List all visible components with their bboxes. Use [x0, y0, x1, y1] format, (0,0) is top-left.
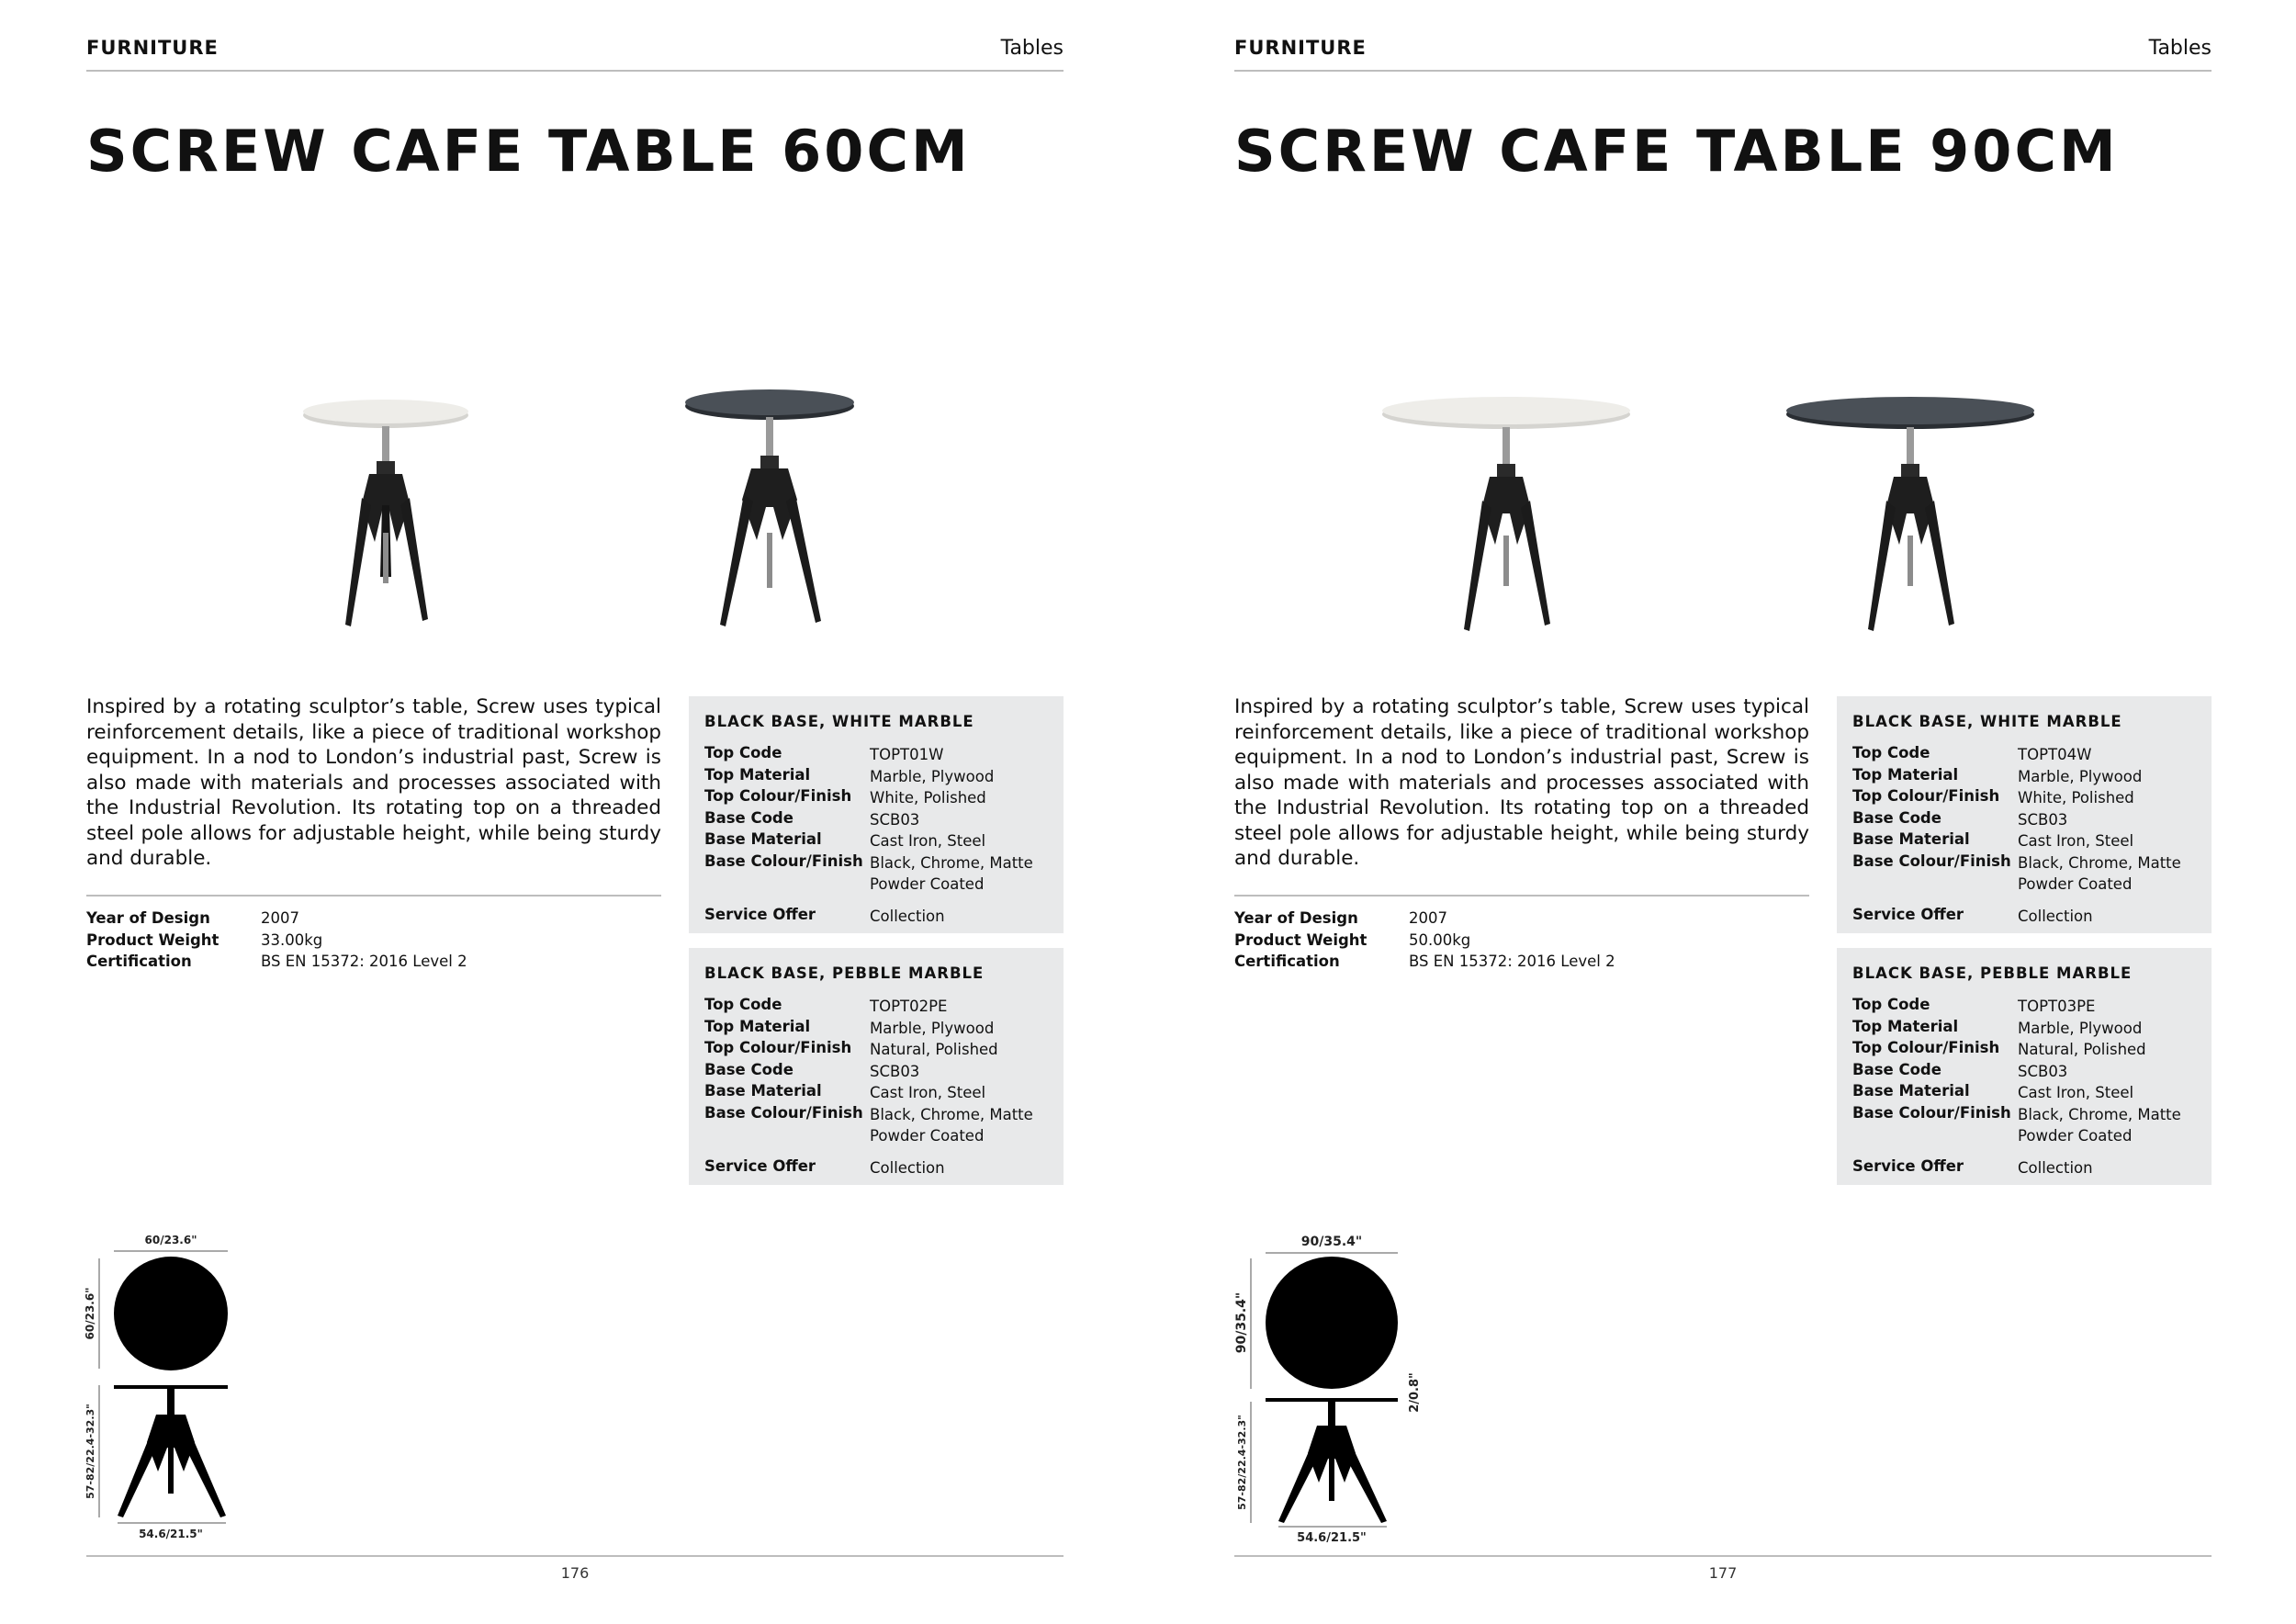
fact-row: Year of Design 2007	[86, 909, 299, 927]
dimension-thickness-label: 2/0.8"	[1408, 1372, 1422, 1413]
fact-row: Certification BS EN 15372: 2016 Level 2	[86, 953, 467, 970]
spec-list: Top Code TOPT02PE Top Material Marble, Plywood Top Colour/Finish Natural, Polished Base Code SCB03 Base Material Cast Iron, Steel Base Colour/Finish Black, Chrome, Matte Powder Coated Service Offer Collection	[704, 996, 1033, 1177]
dimension-drawing	[81, 1231, 237, 1543]
spec-list: Top Code TOPT01W Top Material Marble, Plywood Top Colour/Finish White, Polished Base Code SCB03 Base Material Cast Iron, Steel Base Colour/Finish Black, Chrome, Matte Powder Coated Service Offer Collection	[704, 744, 1033, 925]
product-facts	[86, 909, 661, 975]
section-label: FURNITURE	[1234, 37, 1367, 59]
fact-row: Year of Design 2007	[1234, 909, 1447, 927]
product-facts	[1234, 909, 1809, 975]
dimension-width-label: 90/35.4"	[1300, 1235, 1363, 1249]
variant-box-white-marble	[1837, 696, 2212, 933]
product-description: Inspired by a rotating sculptor’s table, Screw uses typical reinforcement details, like a piece of traditional workshop equipment. In a nod to London’s industrial past, Screw is also made with materials and processes associated with the Industrial Revolution. Its rotating top on a threaded steel pole allows for adjustable height, while being sturdy and durable.	[1234, 695, 1809, 870]
page-number: 176	[560, 1564, 590, 1582]
product-photo-pebble-marble	[678, 386, 861, 636]
spec-list: Top Code TOPT04W Top Material Marble, Plywood Top Colour/Finish White, Polished Base Code SCB03 Base Material Cast Iron, Steel Base Colour/Finish Black, Chrome, Matte Powder Coated Service Offer Collection	[1852, 744, 2181, 925]
product-photo-pebble-marble	[1782, 390, 2039, 638]
variant-box-pebble-marble	[689, 948, 1064, 1185]
dimension-base-label: 54.6/21.5"	[1297, 1531, 1367, 1543]
footer-rule	[86, 1555, 1064, 1557]
spec-list: Top Code TOPT03PE Top Material Marble, Plywood Top Colour/Finish Natural, Polished Base Code SCB03 Base Material Cast Iron, Steel Base Colour/Finish Black, Chrome, Matte Powder Coated Service Offer Collection	[1852, 996, 2181, 1177]
dimension-width-label: 60/23.6"	[144, 1234, 197, 1246]
dimension-base-label: 54.6/21.5"	[139, 1528, 203, 1540]
dimension-height-label: 57-82/22.4-32.3"	[1236, 1415, 1248, 1510]
footer-rule	[1234, 1555, 2212, 1557]
product-title: SCREW CAFE TABLE 90CM	[1234, 118, 2119, 185]
variant-title: BLACK BASE, WHITE MARBLE	[704, 713, 974, 730]
product-photo-white-marble	[294, 395, 478, 636]
dimension-depth-label: 60/23.6"	[84, 1287, 96, 1340]
dimension-depth-label: 90/35.4"	[1234, 1291, 1249, 1354]
product-title: SCREW CAFE TABLE 60CM	[86, 118, 971, 185]
top-view-circle	[1266, 1257, 1398, 1389]
category-label: Tables	[2148, 37, 2212, 60]
dimension-height-label: 57-82/22.4-32.3"	[84, 1404, 96, 1499]
fact-row: Product Weight 50.00kg	[1234, 930, 1471, 949]
top-view-circle	[114, 1257, 228, 1370]
fact-row: Product Weight 33.00kg	[86, 930, 323, 949]
page-header	[1234, 35, 2212, 72]
section-label: FURNITURE	[86, 37, 219, 59]
divider	[86, 895, 661, 897]
variant-title: BLACK BASE, PEBBLE MARBLE	[1852, 964, 2133, 982]
dimension-drawing	[1229, 1231, 1440, 1543]
page-number: 177	[1708, 1564, 1738, 1582]
variant-box-white-marble	[689, 696, 1064, 933]
variant-title: BLACK BASE, PEBBLE MARBLE	[704, 964, 985, 982]
page-header	[86, 35, 1064, 72]
category-label: Tables	[1000, 37, 1064, 60]
product-photo-white-marble	[1378, 390, 1635, 638]
page-177	[1148, 0, 2296, 1624]
variant-title: BLACK BASE, WHITE MARBLE	[1852, 713, 2122, 730]
fact-row: Certification BS EN 15372: 2016 Level 2	[1234, 953, 1615, 970]
product-description: Inspired by a rotating sculptor’s table, Screw uses typical reinforcement details, like a piece of traditional workshop equipment. In a nod to London’s industrial past, Screw is also made with materials and processes associated with the Industrial Revolution. Its rotating top on a threaded steel pole allows for adjustable height, while being sturdy and durable.	[86, 695, 661, 870]
divider	[1234, 895, 1809, 897]
variant-box-pebble-marble	[1837, 948, 2212, 1185]
